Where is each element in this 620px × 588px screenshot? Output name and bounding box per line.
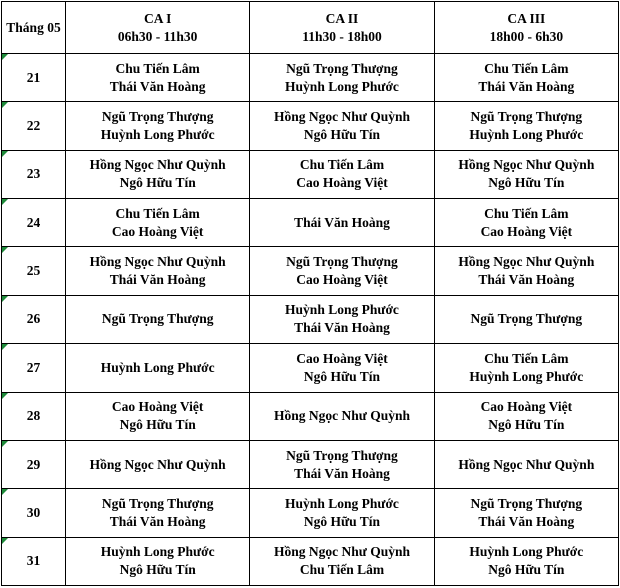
staff-name: Chu Tiến Lâm (299, 157, 385, 173)
staff-name: Chu Tiến Lâm (484, 205, 569, 221)
staff-name: Hồng Ngọc Như Quỳnh (89, 254, 226, 270)
staff-name: Cao Hoàng Việt (111, 399, 204, 415)
table-row (2, 150, 619, 198)
staff-name: Thái Văn Hoàng (294, 214, 390, 230)
table-row (2, 199, 619, 247)
table-row (2, 344, 619, 392)
staff-name: Cao Hoàng Việt (111, 223, 204, 239)
day-cell: 23 (2, 150, 66, 198)
staff-name: Huỳnh Long Phước (469, 544, 584, 560)
staff-name: Ngũ Trọng Thượng (470, 109, 583, 125)
table-row (2, 489, 619, 537)
shift-1-cell (66, 102, 250, 150)
staff-name: Ngô Hữu Tín (488, 562, 565, 578)
staff-name: Thái Văn Hoàng (109, 513, 206, 529)
shift-2-cell (250, 537, 434, 585)
staff-name: Hồng Ngọc Như Quỳnh (89, 157, 226, 173)
staff-name: Huỳnh Long Phước (100, 127, 215, 143)
shift-2-cell (250, 150, 434, 198)
staff-name: Huỳnh Long Phước (469, 368, 584, 384)
shift-1-cell (66, 440, 250, 488)
shift-2-cell (250, 392, 434, 440)
shift-name: CA III (507, 10, 546, 26)
shift-1-cell (66, 247, 250, 295)
shift-1-cell (66, 537, 250, 585)
shift-2-cell (250, 54, 434, 102)
shift-3-cell (434, 344, 618, 392)
shift-1-cell (66, 295, 250, 343)
shift-time: 11h30 - 18h00 (302, 28, 382, 44)
staff-name: Cao Hoàng Việt (480, 399, 573, 415)
table-row (2, 440, 619, 488)
staff-name: Ngô Hữu Tín (303, 368, 381, 384)
staff-name: Chu Tiến Lâm (299, 562, 385, 578)
shift-2-cell (250, 102, 434, 150)
day-cell: 22 (2, 102, 66, 150)
table-row (2, 295, 619, 343)
staff-name: Cao Hoàng Việt (296, 272, 388, 288)
staff-name: Ngô Hữu Tín (119, 175, 196, 191)
staff-name: Hồng Ngọc Như Quỳnh (273, 544, 410, 560)
shift-time: 06h30 - 11h30 (117, 28, 198, 44)
staff-name: Huỳnh Long Phước (469, 127, 584, 143)
staff-name: Ngũ Trọng Thượng (470, 495, 583, 511)
day-cell: 25 (2, 247, 66, 295)
shift-3-cell (434, 54, 618, 102)
staff-name: Hồng Ngọc Như Quỳnh (273, 109, 410, 125)
staff-name: Hồng Ngọc Như Quỳnh (458, 157, 595, 173)
day-cell: 29 (2, 440, 66, 488)
day-cell: 31 (2, 537, 66, 585)
day-cell: 26 (2, 295, 66, 343)
shift-3-cell (434, 199, 618, 247)
table-row (2, 247, 619, 295)
shift-3-cell (434, 440, 618, 488)
staff-name: Thái Văn Hoàng (294, 465, 390, 481)
staff-name: Cao Hoàng Việt (296, 175, 388, 191)
shift-1-cell (66, 489, 250, 537)
staff-name: Huỳnh Long Phước (285, 302, 399, 318)
staff-name: Thái Văn Hoàng (294, 320, 390, 336)
shift-name: CA I (143, 10, 172, 26)
staff-name: Ngũ Trọng Thượng (286, 447, 398, 463)
staff-name: Ngũ Trọng Thượng (286, 60, 398, 76)
schedule-body (2, 54, 619, 586)
staff-name: Huỳnh Long Phước (100, 359, 215, 375)
shift-name: CA II (325, 10, 359, 26)
day-cell: 21 (2, 54, 66, 102)
shift-2-cell (250, 344, 434, 392)
shift-1-cell (66, 392, 250, 440)
staff-name: Huỳnh Long Phước (285, 495, 399, 511)
table-row (2, 102, 619, 150)
day-cell: 24 (2, 199, 66, 247)
shift-1-cell (66, 150, 250, 198)
staff-name: Chu Tiến Lâm (484, 350, 569, 366)
shift-1-cell (66, 199, 250, 247)
staff-name: Ngô Hữu Tín (119, 417, 196, 433)
staff-name: Chu Tiến Lâm (115, 205, 200, 221)
staff-name: Ngũ Trọng Thượng (101, 311, 214, 327)
staff-name: Ngô Hữu Tín (303, 513, 381, 529)
staff-name: Ngũ Trọng Thượng (470, 311, 583, 327)
staff-name: Thái Văn Hoàng (478, 513, 575, 529)
staff-name: Ngô Hữu Tín (488, 175, 565, 191)
table-row (2, 537, 619, 585)
staff-name: Chu Tiến Lâm (484, 60, 569, 76)
staff-name: Cao Hoàng Việt (480, 223, 573, 239)
shift-2-cell (250, 489, 434, 537)
staff-name: Cao Hoàng Việt (296, 350, 388, 366)
staff-name: Ngô Hữu Tín (488, 417, 565, 433)
staff-name: Hồng Ngọc Như Quỳnh (273, 408, 410, 424)
staff-name: Ngô Hữu Tín (303, 127, 381, 143)
month-header: Tháng 05 (2, 2, 66, 54)
staff-name: Hồng Ngọc Như Quỳnh (458, 254, 595, 270)
shift-2-cell (250, 199, 434, 247)
day-cell: 28 (2, 392, 66, 440)
staff-name: Ngũ Trọng Thượng (101, 109, 214, 125)
shift-3-cell (434, 150, 618, 198)
shift-schedule-table (1, 1, 619, 586)
table-row (2, 392, 619, 440)
staff-name: Ngô Hữu Tín (119, 562, 196, 578)
day-cell: 30 (2, 489, 66, 537)
header-row (2, 2, 619, 54)
shift-header-1 (66, 2, 250, 54)
shift-2-cell (250, 247, 434, 295)
shift-header-2 (250, 2, 434, 54)
staff-name: Hồng Ngọc Như Quỳnh (458, 456, 595, 472)
shift-3-cell (434, 392, 618, 440)
shift-time: 18h00 - 6h30 (489, 28, 564, 44)
day-cell: 27 (2, 344, 66, 392)
shift-1-cell (66, 344, 250, 392)
staff-name: Ngũ Trọng Thượng (286, 254, 398, 270)
shift-3-cell (434, 102, 618, 150)
staff-name: Chu Tiến Lâm (115, 60, 200, 76)
shift-3-cell (434, 247, 618, 295)
shift-3-cell (434, 489, 618, 537)
staff-name: Hồng Ngọc Như Quỳnh (89, 456, 226, 472)
shift-2-cell (250, 295, 434, 343)
shift-2-cell (250, 440, 434, 488)
staff-name: Thái Văn Hoàng (478, 272, 575, 288)
staff-name: Thái Văn Hoàng (478, 78, 575, 94)
shift-1-cell (66, 54, 250, 102)
staff-name: Ngũ Trọng Thượng (101, 495, 214, 511)
shift-3-cell (434, 537, 618, 585)
table-row (2, 54, 619, 102)
staff-name: Thái Văn Hoàng (109, 272, 206, 288)
shift-3-cell (434, 295, 618, 343)
staff-name: Huỳnh Long Phước (100, 544, 215, 560)
staff-name: Huỳnh Long Phước (285, 78, 399, 94)
shift-header-3 (434, 2, 618, 54)
staff-name: Thái Văn Hoàng (109, 78, 206, 94)
